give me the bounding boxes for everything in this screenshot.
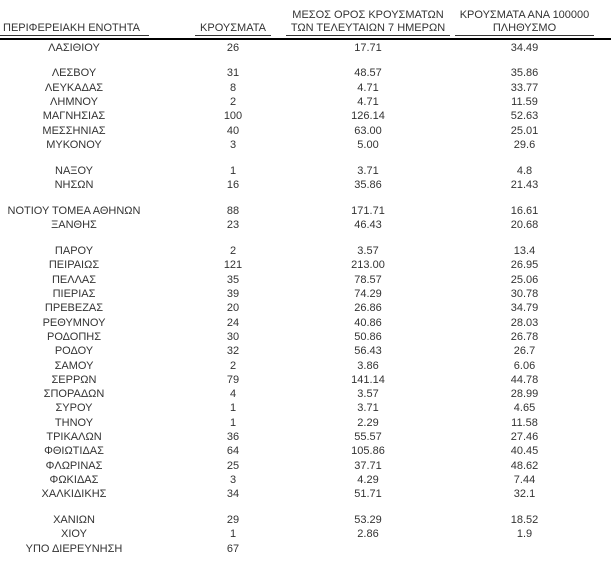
avg7-cell: 37.71: [354, 459, 382, 472]
table-header-row: [0, 9, 611, 36]
cases-cell: 25: [226, 459, 240, 472]
region-cell: ΠΡΕΒΕΖΑΣ: [44, 302, 104, 315]
region-cell: ΦΩΚΙΔΑΣ: [49, 473, 99, 486]
table-row: [0, 178, 611, 192]
per100k-cell: 44.78: [510, 373, 539, 386]
table-row: [0, 513, 611, 527]
table-row: [0, 316, 611, 330]
table-row: [0, 164, 611, 178]
group-spacer: [0, 55, 611, 67]
region-cell: ΣΥΡΟΥ: [55, 402, 93, 415]
cases-cell: 30: [226, 330, 240, 343]
table-row: [0, 344, 611, 358]
avg7-cell: 50.86: [354, 330, 382, 343]
table-row: [0, 258, 611, 272]
region-cell: ΝΗΣΩΝ: [54, 179, 94, 192]
cases-cell: 34: [226, 488, 240, 501]
group-spacer: [0, 233, 611, 245]
cases-cell: 2: [229, 245, 237, 258]
header-label-per100k: [455, 9, 595, 36]
region-cell: ΠΑΡΟΥ: [54, 245, 94, 258]
region-cell: ΝΑΞΟΥ: [55, 164, 93, 177]
table-row: [0, 95, 611, 109]
cases-cell: 20: [226, 302, 240, 315]
cases-cell: 36: [226, 431, 240, 443]
table-row: [0, 138, 611, 152]
per100k-cell: 21.43: [510, 179, 539, 192]
region-cell: ΡΟΔΟΠΗΣ: [46, 330, 102, 343]
region-cell: ΦΘΙΩΤΙΔΑΣ: [44, 445, 104, 458]
region-cell: ΧΙΟΥ: [61, 528, 87, 541]
cases-cell: 1: [229, 416, 237, 429]
avg7-cell: 3.57: [357, 388, 379, 401]
avg7-cell: 171.71: [351, 204, 385, 217]
cases-cell: 100: [223, 110, 243, 123]
avg7-cell: 56.43: [354, 345, 382, 358]
avg7-cell: 2.29: [357, 416, 379, 429]
group-spacer: [0, 152, 611, 164]
avg7-cell: 105.86: [351, 445, 385, 458]
region-cell: ΛΕΣΒΟΥ: [51, 67, 97, 80]
region-cell: ΠΕΙΡΑΙΩΣ: [48, 259, 100, 272]
per100k-cell: 25.01: [510, 124, 539, 137]
cases-cell: 32: [226, 345, 240, 358]
table-body: [0, 40, 611, 556]
cases-cell: 121: [223, 259, 243, 272]
cases-cell: 31: [226, 67, 240, 80]
avg7-cell: 53.29: [354, 514, 382, 527]
region-cell: ΣΕΡΡΩΝ: [51, 373, 97, 386]
per100k-cell: 27.46: [510, 431, 539, 443]
group-spacer: [0, 501, 611, 513]
per100k-cell: 18.52: [510, 514, 539, 527]
avg7-cell: 35.86: [354, 179, 382, 192]
cases-cell: 1: [229, 528, 237, 541]
avg7-cell: 4.29: [357, 473, 379, 486]
avg7-cell: 46.43: [354, 219, 382, 232]
header-cell-per100k: [438, 9, 611, 36]
region-cell: ΤΗΝΟΥ: [54, 416, 94, 429]
table-row: [0, 330, 611, 344]
cases-cell: 3: [229, 138, 237, 151]
cases-cell: 35: [226, 273, 240, 286]
per100k-cell: 16.61: [510, 204, 539, 217]
table-row: [0, 444, 611, 458]
per100k-cell: 6.06: [513, 359, 536, 372]
table-row: [0, 124, 611, 138]
cases-cell: 1: [229, 402, 237, 415]
avg7-cell: 3.57: [357, 245, 379, 258]
per100k-cell: 4.8: [516, 164, 533, 177]
per100k-cell: 11.58: [511, 416, 538, 429]
per100k-cell: 28.99: [510, 388, 539, 401]
per100k-cell: 11.59: [511, 95, 538, 108]
region-cell: ΞΑΝΘΗΣ: [51, 219, 97, 232]
avg7-cell: 3.71: [357, 164, 379, 177]
region-cell: ΠΕΛΛΑΣ: [51, 273, 97, 286]
avg7-cell: 3.71: [357, 402, 379, 415]
table-row: [0, 273, 611, 287]
table-row: [0, 41, 611, 55]
per100k-cell: 25.06: [510, 273, 539, 286]
cases-cell: 8: [229, 81, 237, 94]
table-row: [0, 218, 611, 232]
per100k-cell: 26.95: [510, 259, 539, 272]
cases-cell: 88: [226, 204, 240, 217]
header-cell-avg7: [290, 9, 446, 36]
cases-cell: 2: [229, 95, 237, 108]
cases-cell: 67: [226, 542, 240, 555]
table-row: [0, 244, 611, 258]
region-cell: ΜΑΓΝΗΣΙΑΣ: [42, 110, 106, 123]
avg7-cell: 5.00: [357, 138, 379, 151]
cases-cell: 26: [226, 41, 240, 54]
header-label-region: ΠΕΡΙΦΕΡΕΙΑΚΗ ΕΝΟΤΗΤΑ: [0, 22, 149, 37]
table-row: [0, 459, 611, 473]
region-cell: ΝΟΤΙΟΥ ΤΟΜΕΑ ΑΘΗΝΩΝ: [7, 204, 141, 217]
cases-cell: 3: [229, 473, 237, 486]
avg7-cell: 40.86: [354, 316, 382, 329]
table-row: [0, 287, 611, 301]
region-cell: ΦΛΩΡΙΝΑΣ: [45, 459, 103, 472]
avg7-cell: 74.29: [354, 288, 382, 301]
region-cell: ΣΑΜΟΥ: [54, 359, 94, 372]
avg7-cell: 4.71: [357, 81, 379, 94]
region-cell: ΡΟΔΟΥ: [54, 345, 94, 358]
avg7-cell: 55.57: [354, 431, 382, 443]
cases-cell: 24: [226, 316, 240, 329]
table-row: [0, 542, 611, 556]
avg7-cell: 17.71: [354, 41, 382, 54]
per100k-cell: [438, 542, 611, 556]
per100k-cell: 40.45: [510, 445, 539, 458]
header-cell-cases: [168, 22, 298, 37]
per100k-cell: 13.4: [513, 245, 536, 258]
region-cell: ΤΡΙΚΑΛΩΝ: [46, 431, 102, 443]
per100k-cell: 1.9: [516, 528, 533, 541]
table-row: [0, 527, 611, 541]
avg7-cell: 78.57: [354, 273, 382, 286]
table-row: [0, 430, 611, 444]
table-row: [0, 204, 611, 218]
table-row: [0, 109, 611, 123]
header-label-per100k-line1: ΚΡΟΥΣΜΑΤΑ ΑΝΑ 100000: [459, 9, 590, 21]
region-cell: ΜΥΚΟΝΟΥ: [46, 138, 102, 151]
region-cell: ΧΑΛΚΙΔΙΚΗΣ: [41, 488, 107, 501]
avg7-cell: 126.14: [351, 110, 385, 123]
cases-cell: 79: [226, 373, 240, 386]
regional-cases-table: [0, 9, 611, 556]
table-row: [0, 387, 611, 401]
table-row: [0, 301, 611, 315]
per100k-cell: 33.77: [510, 81, 539, 94]
avg7-cell: 48.57: [354, 67, 382, 80]
per100k-cell: 34.49: [510, 41, 539, 54]
header-label-cases: ΚΡΟΥΣΜΑΤΑ: [195, 22, 271, 37]
cases-cell: 40: [226, 124, 240, 137]
avg7-cell: 4.71: [357, 95, 379, 108]
region-cell: ΥΠΟ ΔΙΕΡΕΥΝΗΣΗ: [25, 542, 123, 555]
avg7-cell: 26.86: [354, 302, 382, 315]
cases-cell: 2: [229, 359, 237, 372]
avg7-cell: 2.86: [357, 528, 379, 541]
per100k-cell: 29.6: [513, 138, 536, 151]
header-label-avg7: [286, 9, 450, 36]
region-cell: ΛΗΜΝΟΥ: [50, 95, 98, 108]
cases-cell: 23: [226, 219, 240, 232]
per100k-cell: 52.63: [510, 110, 539, 123]
table-row: [0, 66, 611, 80]
avg7-cell: 51.71: [354, 488, 382, 501]
avg7-cell: 213.00: [351, 259, 385, 272]
header-label-per100k-line2: ΠΛΗΘΥΣΜΟ: [492, 21, 557, 34]
region-cell: ΡΕΘΥΜΝΟΥ: [42, 316, 106, 329]
region-cell: ΧΑΝΙΩΝ: [53, 514, 95, 527]
per100k-cell: 26.7: [513, 345, 536, 358]
header-label-avg7-line2: ΤΩΝ ΤΕΛΕΥΤΑΙΩΝ 7 ΗΜΕΡΩΝ: [290, 21, 446, 34]
per100k-cell: 26.78: [510, 330, 539, 343]
table-row: [0, 81, 611, 95]
cases-cell: 64: [226, 445, 240, 458]
cases-cell: 1: [229, 164, 237, 177]
per100k-cell: 7.44: [513, 473, 536, 486]
cases-cell: 29: [226, 514, 240, 527]
table-row: [0, 473, 611, 487]
per100k-cell: 30.78: [510, 288, 539, 301]
table-row: [0, 401, 611, 415]
region-cell: ΜΕΣΣΗΝΙΑΣ: [42, 124, 106, 137]
table-row: [0, 487, 611, 501]
avg7-cell: 63.00: [354, 124, 382, 137]
header-cell-region: [0, 22, 168, 37]
avg7-cell: 141.14: [351, 373, 385, 386]
table-row: [0, 373, 611, 387]
per100k-cell: 32.1: [513, 488, 536, 501]
cases-cell: 39: [226, 288, 240, 301]
header-label-avg7-line1: ΜΕΣΟΣ ΟΡΟΣ ΚΡΟΥΣΜΑΤΩΝ: [292, 9, 444, 21]
avg7-cell: [298, 542, 438, 556]
per100k-cell: 20.68: [510, 219, 539, 232]
table-row: [0, 359, 611, 373]
per100k-cell: 35.86: [510, 67, 539, 80]
per100k-cell: 48.62: [510, 459, 539, 472]
per100k-cell: 34.79: [510, 302, 539, 315]
region-cell: ΠΙΕΡΙΑΣ: [52, 288, 96, 301]
per100k-cell: 4.65: [513, 402, 536, 415]
region-cell: ΣΠΟΡΑΔΩΝ: [43, 388, 105, 401]
region-cell: ΛΑΣΙΘΙΟΥ: [48, 41, 100, 54]
avg7-cell: 3.86: [357, 359, 379, 372]
table-row: [0, 416, 611, 430]
region-cell: ΛΕΥΚΑΔΑΣ: [44, 81, 104, 94]
cases-cell: 4: [229, 388, 237, 401]
per100k-cell: 28.03: [510, 316, 539, 329]
cases-cell: 16: [226, 179, 240, 192]
group-spacer: [0, 192, 611, 204]
